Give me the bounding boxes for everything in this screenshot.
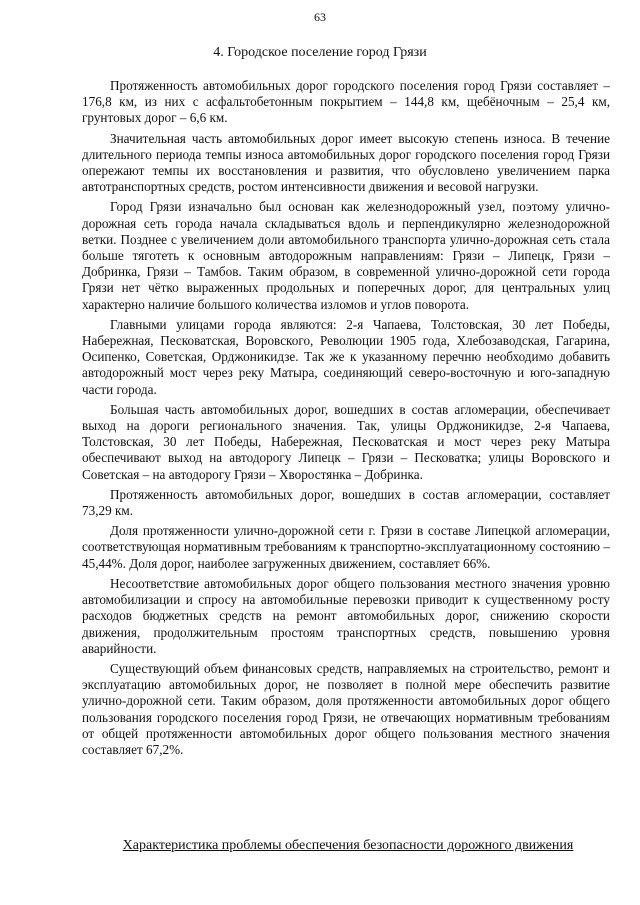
page-number: 63 (314, 10, 326, 24)
paragraph-funding: Существующий объем финансовых средств, направляемых на строительство, ремонт и эксплуатацию автомобильных дорог, не позволяет в полной мере обеспечить развитие улично-дорожной сети. Таким образом, доля протяженности автомобильных дорог общего пользования городского поселения город Грязи, не отвечающих нормативным требованиям от общей протяженности автомобильных дорог общего пользования местного значения составляет 67,2%. (82, 660, 610, 757)
paragraph-regional-access: Большая часть автомобильных дорог, вошедших в состав агломерации, обеспечивает выход на дороги регионального значения. Так, улицы Орджоникидзе, 2-я Чапаева, Толстовская, 30 лет Победы, Набережная, Песковатская и мост через реку Матыра обеспечивают выход на автодорогу Липецк – Грязи – Песковатка; улицы Воровского и Советская – на автодорогу Грязи – Хворостянка – Добринка. (82, 401, 610, 482)
section-title: 4. Городское поселение город Грязи (213, 45, 427, 60)
paragraph-road-length: Протяженность автомобильных дорог городского поселения город Грязи составляет – 176,8 км, из них с асфальтобетонным покрытием – 144,8 км, щебёночным – 25,4 км, грунтовых дорог – 6,6 км. (82, 78, 610, 126)
paragraph-standards-share: Доля протяженности улично-дорожной сети г. Грязи в составе Липецкой агломерации, соответствующая нормативным требованиям к транспортно-эксплуатационному состоянию – 45,44%. Доля дорог, наиболее загруженных движением, составляет 66%. (82, 523, 610, 571)
paragraph-road-wear: Значительная часть автомобильных дорог имеет высокую степень износа. В течение длительного периода темпы износа автомобильных дорог городского поселения город Грязи опережают темпы их восстановления и развития, что обусловлено увеличением парка автотранспортных средств, ростом интенсивности движения и весовой нагрузки. (82, 130, 610, 195)
document-body (82, 78, 610, 758)
subsection-title: Характеристика проблемы обеспечения безопасности дорожного движения (122, 838, 574, 853)
paragraph-main-streets: Главными улицами города являются: 2-я Чапаева, Толстовская, 30 лет Победы, Набережная, Песковатская, Воровского, Революции 1905 года, Хлебозаводская, Гагарина, Осипенко, Советская, Орджоникидзе. Так же к указанному перечню необходимо добавить автодорожный мост через реку Матыра, соединяющий северо-восточную и юго-западную части города. (82, 316, 610, 397)
paragraph-mismatch: Несоответствие автомобильных дорог общего пользования местного значения уровню автомобилизации и спросу на автомобильные перевозки приводит к существенному росту расходов бюджетных средств на ремонт автомобильных дорог, снижению скорости движения, продолжительным простоям транспортных средств, повышению уровня аварийности. (82, 575, 610, 656)
paragraph-agglomeration-length: Протяженность автомобильных дорог, вошедших в состав агломерации, составляет 73,29 км. (82, 486, 610, 519)
paragraph-city-history: Город Грязи изначально был основан как железнодорожный узел, поэтому улично-дорожная сеть города начала складываться вдоль и перпендикулярно железнодорожной ветки. Позднее с увеличением доли автомобильного транспорта улично-дорожная сеть стала больше тяготеть к основным автодорожным направлениям: Грязи – Липецк, Грязи – Добринка, Грязи – Тамбов. Таким образом, в современной улично-дорожной сети города Грязи нет чётко выраженных продольных и поперечных дорог, для центральных улиц характерно наличие большого количества изломов и углов поворота. (82, 199, 610, 312)
